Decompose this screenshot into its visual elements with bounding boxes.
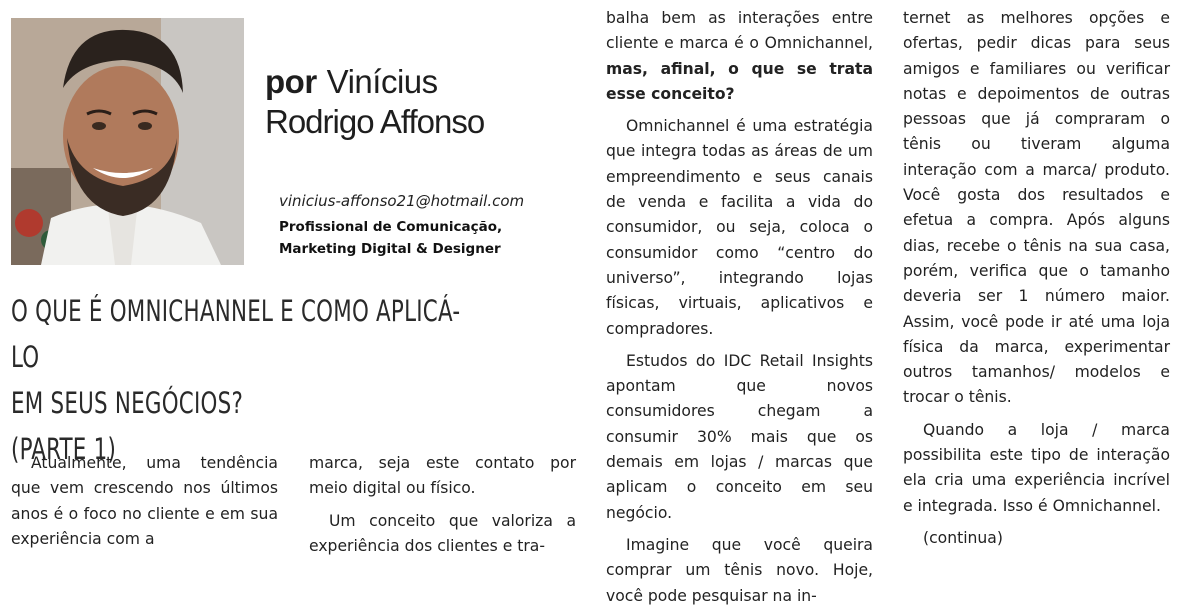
paragraph [606, 6, 873, 107]
article-column-4 [903, 6, 1170, 558]
paragraph: Omnichannel é uma estratégia que integra todas as áreas de um empreendimento e seus canais de venda e facilita a vida do consumidor, ou seja, coloca o consumidor como “centro do universo”, integrando lojas físicas, virtuais, aplicativos e compradores. [606, 117, 873, 338]
article-column-2 [309, 451, 576, 566]
author-last-name: Rodrigo Affonso [265, 103, 485, 140]
headline-line3: (PARTE 1) [11, 432, 117, 466]
paragraph-text: balha bem as interações entre cliente e marca é o Omnichannel, [606, 9, 873, 53]
paragraph-emphasis: mas, afinal, o que se trata esse conceito? [606, 59, 873, 103]
paragraph: marca, seja este contato por meio digital ou físico. [309, 454, 576, 498]
headline-line2: EM SEUS NEGÓCIOS? [11, 386, 244, 420]
paragraph: Imagine que você queira comprar um tênis novo. Hoje, você pode pesquisar na in- [606, 535, 873, 605]
author-photo [11, 18, 244, 265]
headline-line1: O QUE É OMNICHANNEL E COMO APLICÁ-LO [11, 294, 461, 374]
paragraph: Atualmente, uma tendência que vem crescendo nos últimos anos é o foco no cliente e em sua experiência com a [11, 454, 278, 548]
author-byline [265, 62, 484, 142]
paragraph: ternet as melhores opções e ofertas, pedir dicas para seus amigos e familiares ou verificar notas e depoimentos de outras pessoas que já compraram o tênis ou tiveram alguma interação com a marca/ produto. Você gosta dos resultados e efetua a compra. Após alguns dias, recebe o tênis na sua casa, porém, verifica que o tamanho deveria ser 1 número maior. Assim, você pode ir até uma loja física da marca, experimentar outros tamanhos/ modelos e trocar o tênis. [903, 9, 1170, 407]
paragraph: Quando a loja / marca possibilita este tipo de interação ela cria uma experiência incrível e integrada. Isso é Omnichannel. [903, 420, 1170, 515]
author-portrait-illustration [11, 18, 244, 265]
paragraph: Estudos do IDC Retail Insights apontam que novos consumidores chegam a consumir 30% mais que os demais em lojas / marcas que aplicam o conceito em seu negócio. [606, 351, 873, 522]
article-column-3 [606, 6, 873, 616]
author-role-line1: Profissional de Comunicação, [279, 219, 503, 235]
author-first-name: Vinícius [326, 63, 438, 100]
paragraph: Um conceito que valoriza a experiência dos clientes e tra- [309, 511, 576, 555]
author-role-line2: Marketing Digital & Designer [279, 241, 501, 257]
article-column-1 [11, 451, 278, 559]
article-headline [11, 288, 478, 472]
author-email: vinicius-affonso21@hotmail.com [279, 192, 525, 210]
continuation-note: (continua) [923, 528, 1003, 547]
byline-prefix: por [265, 63, 317, 100]
author-role [279, 216, 502, 260]
